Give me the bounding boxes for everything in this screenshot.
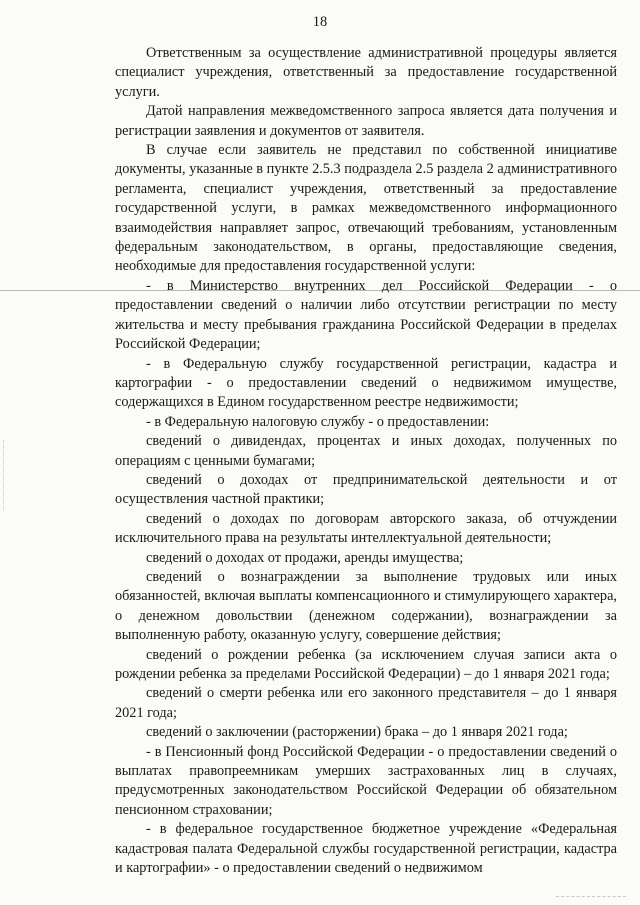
scan-edge-mark — [3, 440, 5, 510]
sub-item-dividends: сведений о дивидендах, процентах и иных доходах, полученных по операциям с ценными бумагами; — [115, 433, 617, 469]
list-item-cadastral-chamber: - в федеральное государственное бюджетное учреждение «Федеральная кадастровая палата Федеральной службы государственной регистрации, кадастра и картографии» - о предоставлении сведений о недвижимом — [115, 821, 617, 877]
paragraph-responsible: Ответственным за осуществление административной процедуры является специалист учреждения, ответственный за предоставление государственной услуги. — [115, 45, 617, 100]
list-item-mvd: - в Министерство внутренних дел Российской Федерации - о предоставлении сведений о наличии либо отсутствии регистрации по месту жительства и месту пребывания гражданина Российской Федерации в пределах Российской Федерации; — [115, 277, 617, 353]
paragraph-interagency-request: В случае если заявитель не представил по собственной инициативе документы, указанные в пункте 2.5.3 подраздела 2.5 раздела 2 административного регламента, специалист учреждения, ответственный за предоставление государственной услуги, в рамках межведомственного информационного взаимодействия направляет запрос, отвечающий требованиям, установленным федеральным законодательством, в органы, предоставляющие сведения, необходимые для предоставления государственной услуги: — [115, 142, 617, 275]
list-item-pension-fund: - в Пенсионный фонд Российской Федерации - о предоставлении сведений о выплатах правопреемникам умерших застрахованных лиц в случаях, предусмотренных законодательством Российской Федерации об обязательном пенсионном страховании; — [115, 743, 617, 818]
page-number: 18 — [312, 14, 328, 30]
document-body — [115, 44, 617, 878]
scan-footer-mark — [556, 896, 626, 897]
sub-item-marriage: сведений о заключении (расторжении) брака – до 1 января 2021 года; — [146, 724, 568, 741]
sub-item-child-birth: сведений о рождении ребенка (за исключением случая записи акта о рождении ребенка за пределами Российской Федерации) – до 1 января 2021 года; — [115, 646, 617, 682]
sub-item-sale-rent-income: сведений о доходах от продажи, аренды имущества; — [146, 549, 464, 566]
list-item-rosreestr: - в Федеральную службу государственной регистрации, кадастра и картографии - о предоставлении сведений о недвижимом имуществе, содержащихся в Едином государственном реестре недвижимости; — [115, 355, 617, 411]
list-item-fns: - в Федеральную налоговую службу - о предоставлении: — [146, 413, 490, 430]
sub-item-copyright-income: сведений о доходах по договорам авторского заказа, об отчуждении исключительного права на результаты интеллектуальной деятельности; — [115, 510, 617, 547]
paragraph-request-date: Датой направления межведомственного запроса является дата получения и регистрации заявления и документов от заявителя. — [115, 103, 617, 139]
sub-item-death: сведений о смерти ребенка или его законного представителя – до 1 января 2021 года; — [115, 685, 617, 721]
sub-item-business-income: сведений о доходах от предпринимательской деятельности и от осуществления частной практики; — [115, 471, 617, 508]
sub-item-labor-remuneration: сведений о вознаграждении за выполнение трудовых или иных обязанностей, включая выплаты компенсационного и стимулирующего характера, о денежном довольствии (денежном содержании), вознаграждении за выполненную работу, оказанную услугу, совершение действия; — [115, 568, 617, 644]
